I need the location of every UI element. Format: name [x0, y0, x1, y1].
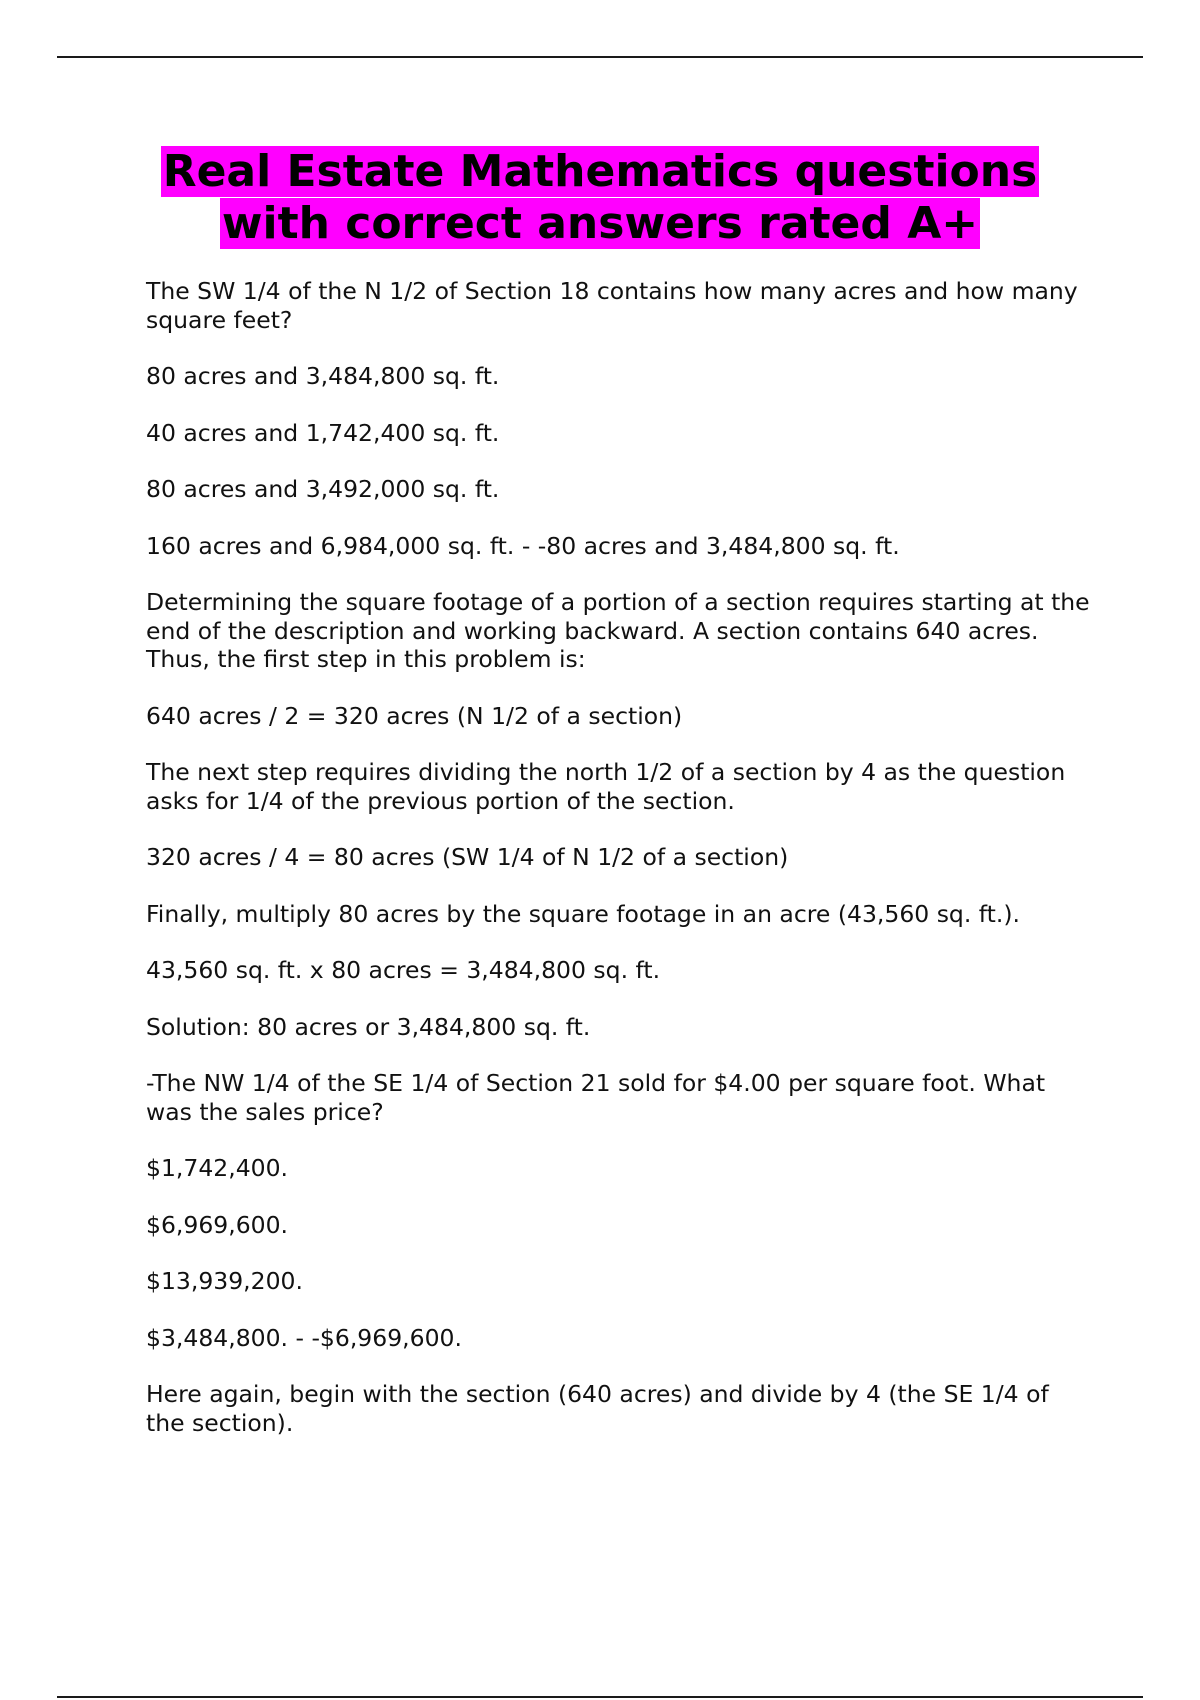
question-2-option-c: $13,939,200.	[146, 1267, 303, 1295]
question-1-option-b: 40 acres and 1,742,400 sq. ft.	[146, 418, 500, 447]
explanation-paragraph: The next step requires dividing the north 1/2 of a section by 4 as the question asks for 1/4 of the previous portion of the section.	[146, 758, 1066, 815]
document-body	[146, 277, 1091, 1465]
document-title	[100, 146, 1100, 250]
title-line-1: Real Estate Mathematics questions	[162, 146, 1038, 197]
question-1-text: The SW 1/4 of the N 1/2 of Section 18 contains how many acres and how many square feet?	[146, 277, 1078, 334]
question-2-option-b: $6,969,600.	[146, 1210, 289, 1239]
question-2-text: -The NW 1/4 of the SE 1/4 of Section 21 sold for $4.00 per square foot. What was the sales price?	[146, 1069, 1046, 1126]
explanation-paragraph: Finally, multiply 80 acres by the square footage in an acre (43,560 sq. ft.).	[146, 899, 1020, 928]
question-2-option-a: $1,742,400.	[146, 1154, 289, 1182]
solution-line: Solution: 80 acres or 3,484,800 sq. ft.	[146, 1012, 591, 1041]
question-2-option-d-answer: $3,484,800. - -$6,969,600.	[146, 1323, 462, 1352]
title-line-2: with correct answers rated A+	[221, 198, 979, 249]
calculation-step: 43,560 sq. ft. x 80 acres = 3,484,800 sq. ft.	[146, 956, 661, 984]
top-rule	[57, 56, 1143, 58]
question-1-option-c: 80 acres and 3,492,000 sq. ft.	[146, 475, 500, 503]
bottom-rule	[57, 1696, 1143, 1698]
question-1-option-d-answer: 160 acres and 6,984,000 sq. ft. - -80 acres and 3,484,800 sq. ft.	[146, 531, 900, 560]
question-1-option-a: 80 acres and 3,484,800 sq. ft.	[146, 362, 500, 390]
explanation-paragraph: Here again, begin with the section (640 acres) and divide by 4 (the SE 1/4 of the section).	[146, 1380, 1049, 1437]
calculation-step: 640 acres / 2 = 320 acres (N 1/2 of a section)	[146, 701, 683, 730]
calculation-step: 320 acres / 4 = 80 acres (SW 1/4 of N 1/2 of a section)	[146, 843, 789, 871]
explanation-paragraph: Determining the square footage of a portion of a section requires starting at the end of the description and working backward. A section contains 640 acres. Thus, the first step in this problem is:	[146, 588, 1090, 673]
